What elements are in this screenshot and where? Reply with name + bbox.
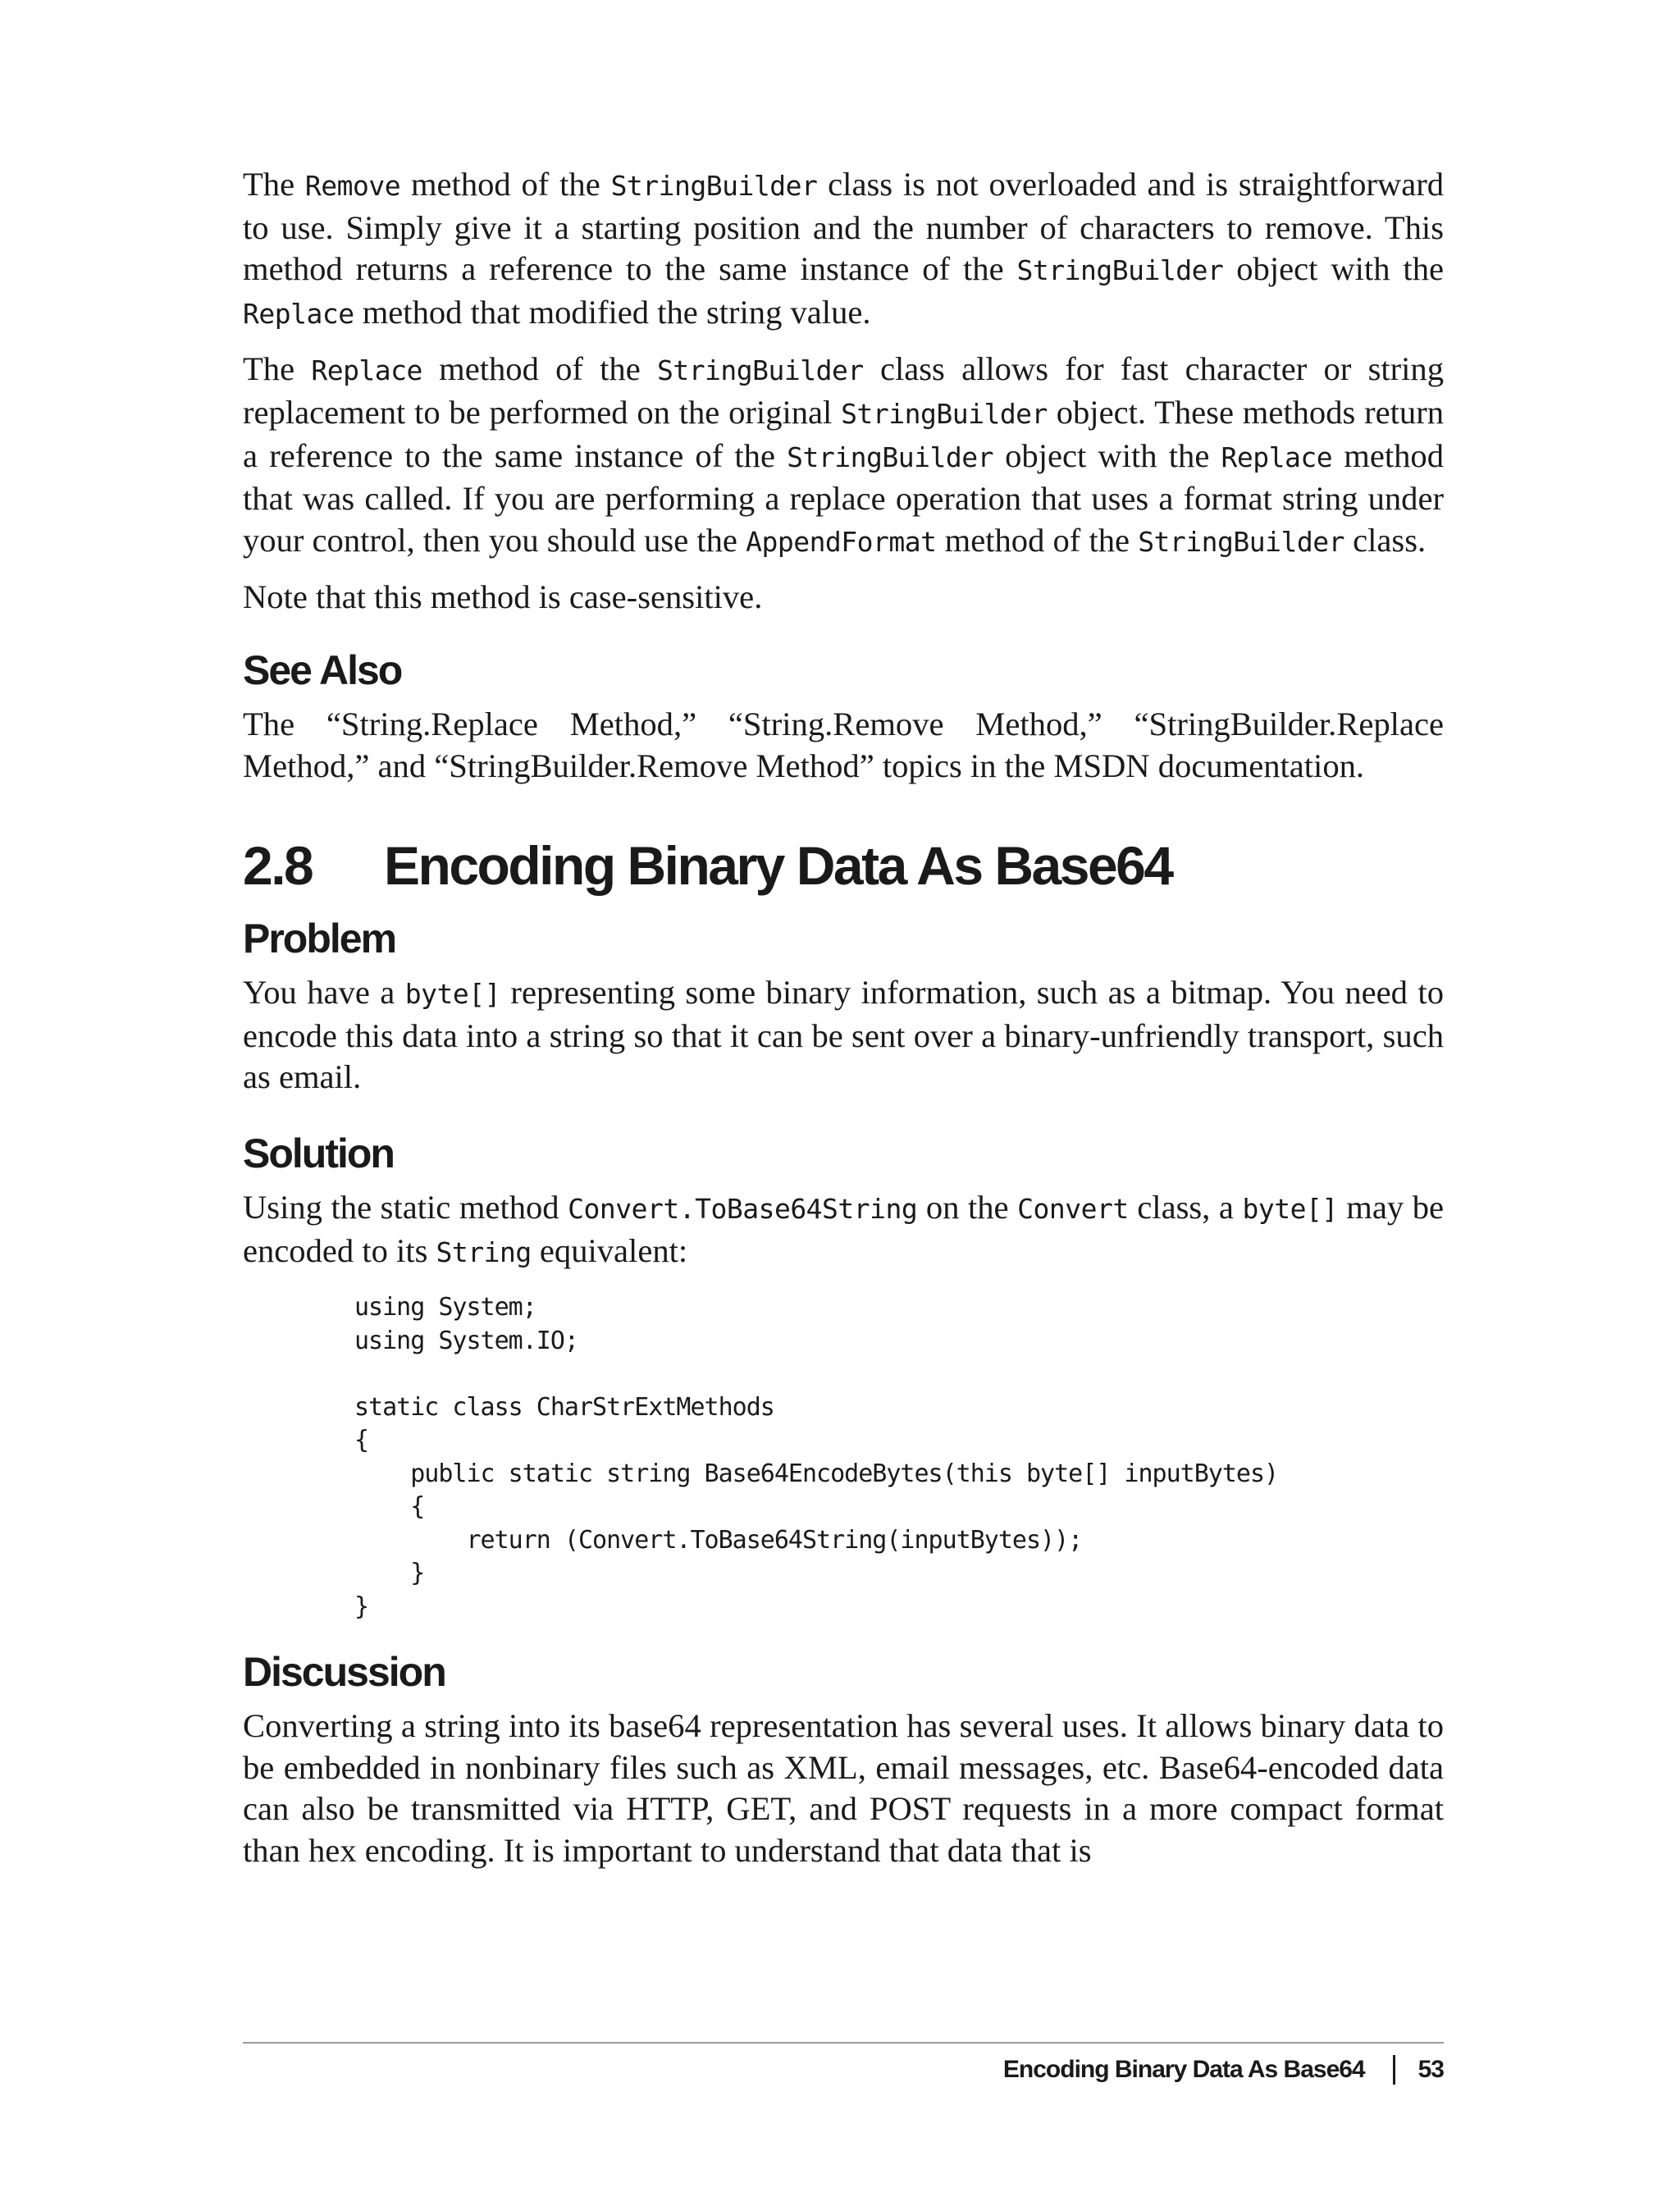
solution-heading: Solution — [243, 1130, 394, 1176]
remove-method-paragraph: The Remove method of the StringBuilder class is not overloaded and is straightforward to use. Simply give it a starting position and the number of characters to remove. This method returns a reference to the same instance of the StringBuilder object with the Replace method that modified the string value. — [243, 166, 1445, 331]
section-heading — [243, 831, 1444, 900]
code-listing: using System; using System.IO; static class CharStrExtMethods { public static string Base64EncodeBytes(this byte[] inputBytes) { return (Convert.ToBase64String(inputBytes)); } } — [354, 1293, 1279, 1621]
section-title: Encoding Binary Data As Base64 — [384, 835, 1172, 897]
inline-code: byte[] — [1242, 1192, 1338, 1225]
see-also-text: The “String.Replace Method,” “String.Remove Method,” “StringBuilder.Replace Method,” and “StringBuilder.Remove Method” topics in the MSDN documentation. — [243, 705, 1444, 784]
footer-title: Encoding Binary Data As Base64 — [1002, 2056, 1365, 2083]
problem-text: You have a byte[] representing some binary information, such as a bitmap. You need to encode this data into a string so that it can be sent over a binary-unfriendly transport, such as email. — [243, 974, 1444, 1096]
inline-code: String — [436, 1235, 532, 1268]
inline-code: StringBuilder — [1016, 254, 1224, 287]
running-footer — [1003, 2055, 1444, 2085]
inline-code: StringBuilder — [841, 397, 1048, 430]
inline-code: AppendFormat — [746, 525, 937, 558]
inline-code: StringBuilder — [787, 441, 993, 473]
section-number: 2.8 — [243, 835, 313, 897]
problem-heading: Problem — [243, 916, 396, 962]
footer-divider — [243, 2042, 1444, 2044]
footer-separator — [1393, 2055, 1395, 2085]
inline-code: StringBuilder — [1138, 525, 1344, 558]
page-number: 53 — [1418, 2056, 1444, 2083]
inline-code: Remove — [304, 170, 401, 202]
replace-method-paragraph: The Replace method of the StringBuilder class allows for fast character or string replacement to be performed on the original StringBuilder object. These methods return a reference to the same instance of the StringBuilder object with the Replace method that was called. If you are performing a replace operation that uses a format string under your control, then you should use the AppendFormat method of the StringBuilder class. — [243, 350, 1444, 559]
page-body — [243, 164, 1444, 1871]
inline-code: byte[] — [404, 978, 500, 1011]
solution-text: Using the static method Convert.ToBase64String on the Convert class, a byte[] may be encoded to its String equivalent: — [243, 1188, 1445, 1269]
discussion-text: Converting a string into its base64 representation has several uses. It allows binary data to be embedded in nonbinary files such as XML, email messages, etc. Base64-encoded data can also be transmitted via HTTP, GET, and POST requests in a more compact format than hex encoding. It is important to understand that data that is — [243, 1707, 1444, 1869]
inline-code: StringBuilder — [610, 170, 818, 202]
inline-code: Replace — [311, 354, 422, 387]
inline-code: Convert — [1017, 1192, 1129, 1225]
inline-code: Convert.ToBase64String — [568, 1192, 918, 1225]
inline-code: StringBuilder — [656, 354, 864, 387]
discussion-heading: Discussion — [243, 1649, 445, 1696]
case-sensitive-note: Note that this method is case-sensitive. — [243, 578, 763, 616]
inline-code: Replace — [243, 297, 354, 330]
see-also-heading: See Also — [243, 646, 402, 693]
inline-code: Replace — [1221, 441, 1333, 473]
